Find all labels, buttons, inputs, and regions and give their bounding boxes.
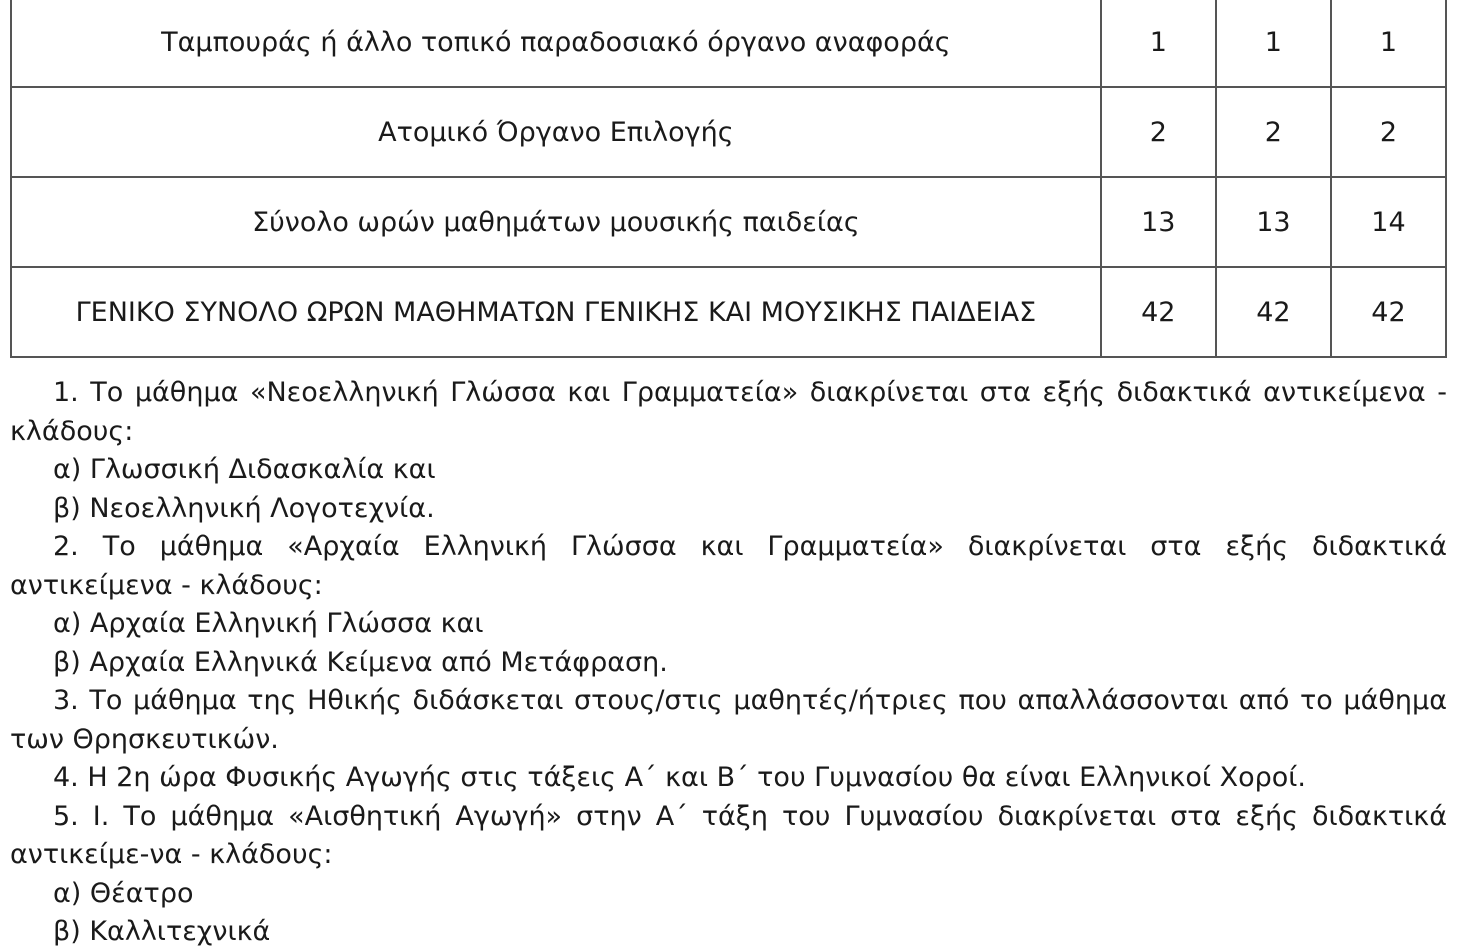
hours-cell: 1 xyxy=(1331,0,1446,87)
note-2-item-b: β) Αρχαία Ελληνικά Κείμενα από Μετάφραση. xyxy=(53,646,668,678)
note-1: 1. Το μάθημα «Νεοελληνική Γλώσσα και Γραμματεία» διακρίνεται στα εξής διδακτικά αντικείμενα - κλάδους: xyxy=(10,377,1447,447)
note-1-item-a: α) Γλωσσική Διδασκαλία και xyxy=(53,454,436,485)
note-5-item-b: β) Καλλιτεχνικά xyxy=(53,916,271,947)
note-2: 2. Το μάθημα «Αρχαία Ελληνική Γλώσσα και Γραμματεία» διακρίνεται στα εξής διδακτικά αντικείμενα - κλάδους: xyxy=(10,531,1447,601)
notes-section xyxy=(10,374,1447,952)
hours-table xyxy=(10,0,1447,358)
note-2-item-a: α) Αρχαία Ελληνική Γλώσσα και xyxy=(53,608,484,639)
hours-cell: 2 xyxy=(1101,87,1216,177)
subject-cell: ΓΕΝΙΚΟ ΣΥΝΟΛΟ ΩΡΩΝ ΜΑΘΗΜΑΤΩΝ ΓΕΝΙΚΗΣ ΚΑΙ ΜΟΥΣΙΚΗΣ ΠΑΙΔΕΙΑΣ xyxy=(11,267,1101,357)
note-5-item-a: α) Θέατρο xyxy=(53,877,194,909)
subject-cell: Ατομικό Όργανο Επιλογής xyxy=(11,87,1101,177)
hours-cell: 1 xyxy=(1101,0,1216,87)
hours-cell: 14 xyxy=(1331,177,1446,267)
subject-cell: Ταμπουράς ή άλλο τοπικό παραδοσιακό όργανο αναφοράς xyxy=(11,0,1101,87)
hours-cell: 1 xyxy=(1216,0,1331,87)
table-row xyxy=(11,267,1446,357)
table-row xyxy=(11,87,1446,177)
hours-cell: 42 xyxy=(1101,267,1216,357)
note-1-item-b: β) Νεοελληνική Λογοτεχνία. xyxy=(53,492,435,524)
hours-cell: 42 xyxy=(1216,267,1331,357)
hours-cell: 13 xyxy=(1101,177,1216,267)
note-3: 3. Το μάθημα της Ηθικής διδάσκεται στους/στις μαθητές/ήτριες που απαλλάσσονται από το μάθημα των Θρησκευτικών. xyxy=(10,685,1447,755)
hours-cell: 13 xyxy=(1216,177,1331,267)
subject-cell: Σύνολο ωρών μαθημάτων μουσικής παιδείας xyxy=(11,177,1101,267)
table-row xyxy=(11,0,1446,87)
table-row xyxy=(11,177,1446,267)
note-5: 5. Ι. Το μάθημα «Αισθητική Αγωγή» στην Α΄ τάξη του Γυμνασίου διακρίνεται στα εξής διδακτικά αντικείμε-να - κλάδους: xyxy=(10,800,1447,870)
hours-cell: 2 xyxy=(1216,87,1331,177)
note-4: 4. Η 2η ώρα Φυσικής Αγωγής στις τάξεις Α΄ και Β΄ του Γυμνασίου θα είναι Ελληνικοί Χοροί. xyxy=(53,762,1306,793)
hours-cell: 2 xyxy=(1331,87,1446,177)
hours-cell: 42 xyxy=(1331,267,1446,357)
